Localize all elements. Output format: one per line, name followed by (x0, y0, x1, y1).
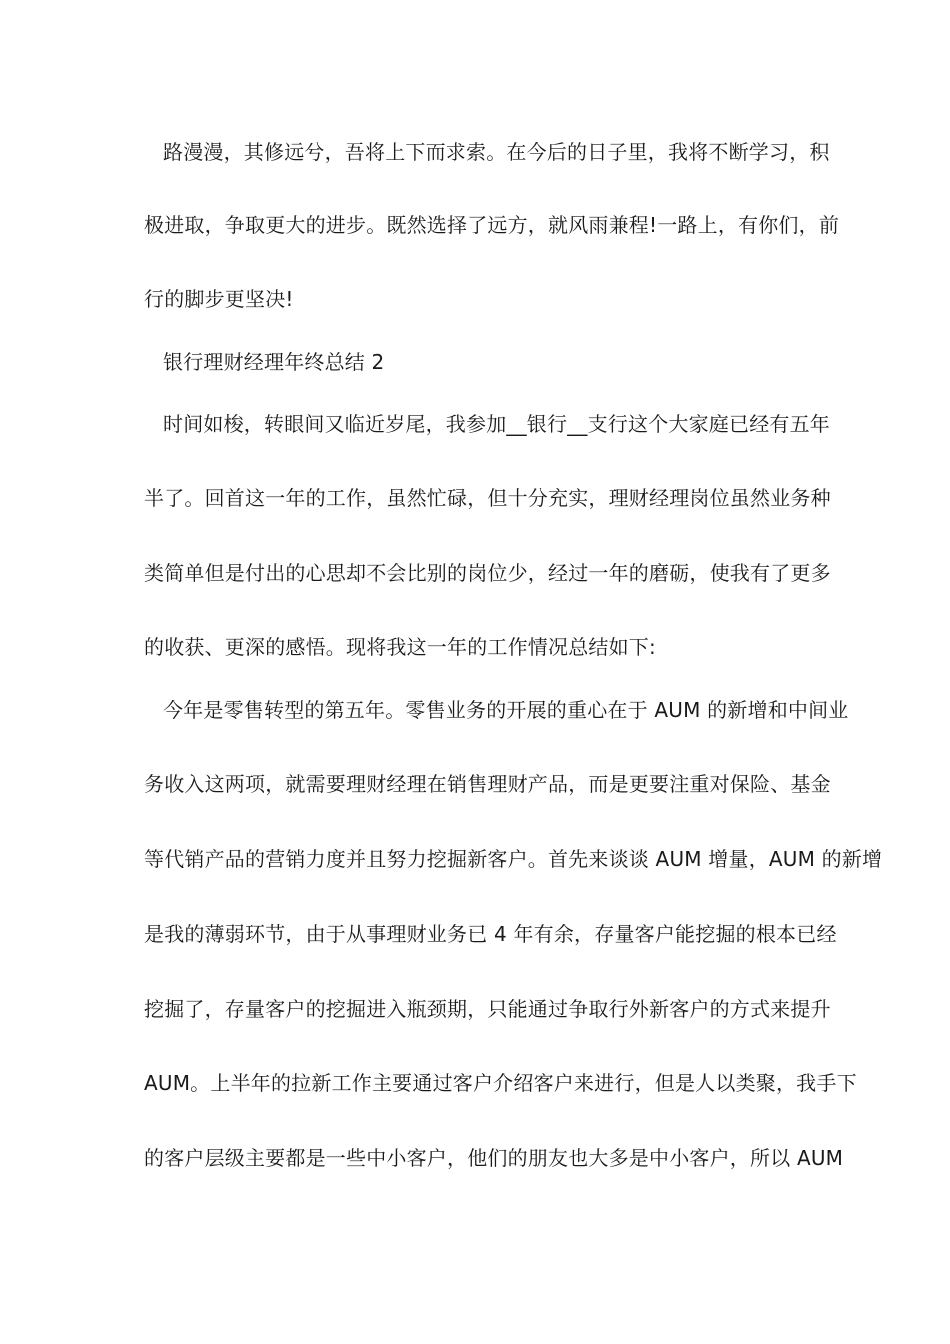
paragraph-3-line-1: 今年是零售转型的第五年。零售业务的开展的重心在于 AUM 的新增和中间业 (163, 698, 849, 722)
paragraph-2-line-3: 类简单但是付出的心思却不会比别的岗位少，经过一年的磨砺，使我有了更多 (144, 561, 831, 585)
paragraph-1-line-2: 极进取，争取更大的进步。既然选择了远方，就风雨兼程!一路上，有你们，前 (144, 213, 840, 237)
paragraph-1-line-3: 行的脚步更坚决! (144, 287, 294, 311)
paragraph-2-line-4: 的收获、更深的感悟。现将我这一年的工作情况总结如下: (144, 635, 656, 659)
paragraph-3-line-3: 等代销产品的营销力度并且努力挖掘新客户。首先来谈谈 AUM 增量，AUM 的新增 (144, 847, 883, 871)
paragraph-2-line-2: 半了。回首这一年的工作，虽然忙碌，但十分充实，理财经理岗位虽然业务种 (144, 486, 831, 510)
section-heading: 银行理财经理年终总结 2 (163, 350, 385, 374)
paragraph-3-line-4: 是我的薄弱环节，由于从事理财业务已 4 年有余，存量客户能挖掘的根本已经 (144, 922, 837, 946)
paragraph-1-line-1: 路漫漫，其修远兮，吾将上下而求索。在今后的日子里，我将不断学习，积 (163, 140, 830, 164)
paragraph-2-line-1: 时间如梭，转眼间又临近岁尾，我参加__银行__支行这个大家庭已经有五年 (163, 412, 830, 436)
paragraph-3-line-6: AUM。上半年的拉新工作主要通过客户介绍客户来进行，但是人以类聚，我手下 (144, 1071, 857, 1095)
paragraph-3-line-2: 务收入这两项，就需要理财经理在销售理财产品，而是更要注重对保险、基金 (144, 772, 831, 796)
paragraph-3-line-5: 挖掘了，存量客户的挖掘进入瓶颈期，只能通过争取行外新客户的方式来提升 (144, 997, 831, 1021)
paragraph-3-line-7: 的客户层级主要都是一些中小客户，他们的朋友也大多是中小客户，所以 AUM (144, 1146, 844, 1170)
